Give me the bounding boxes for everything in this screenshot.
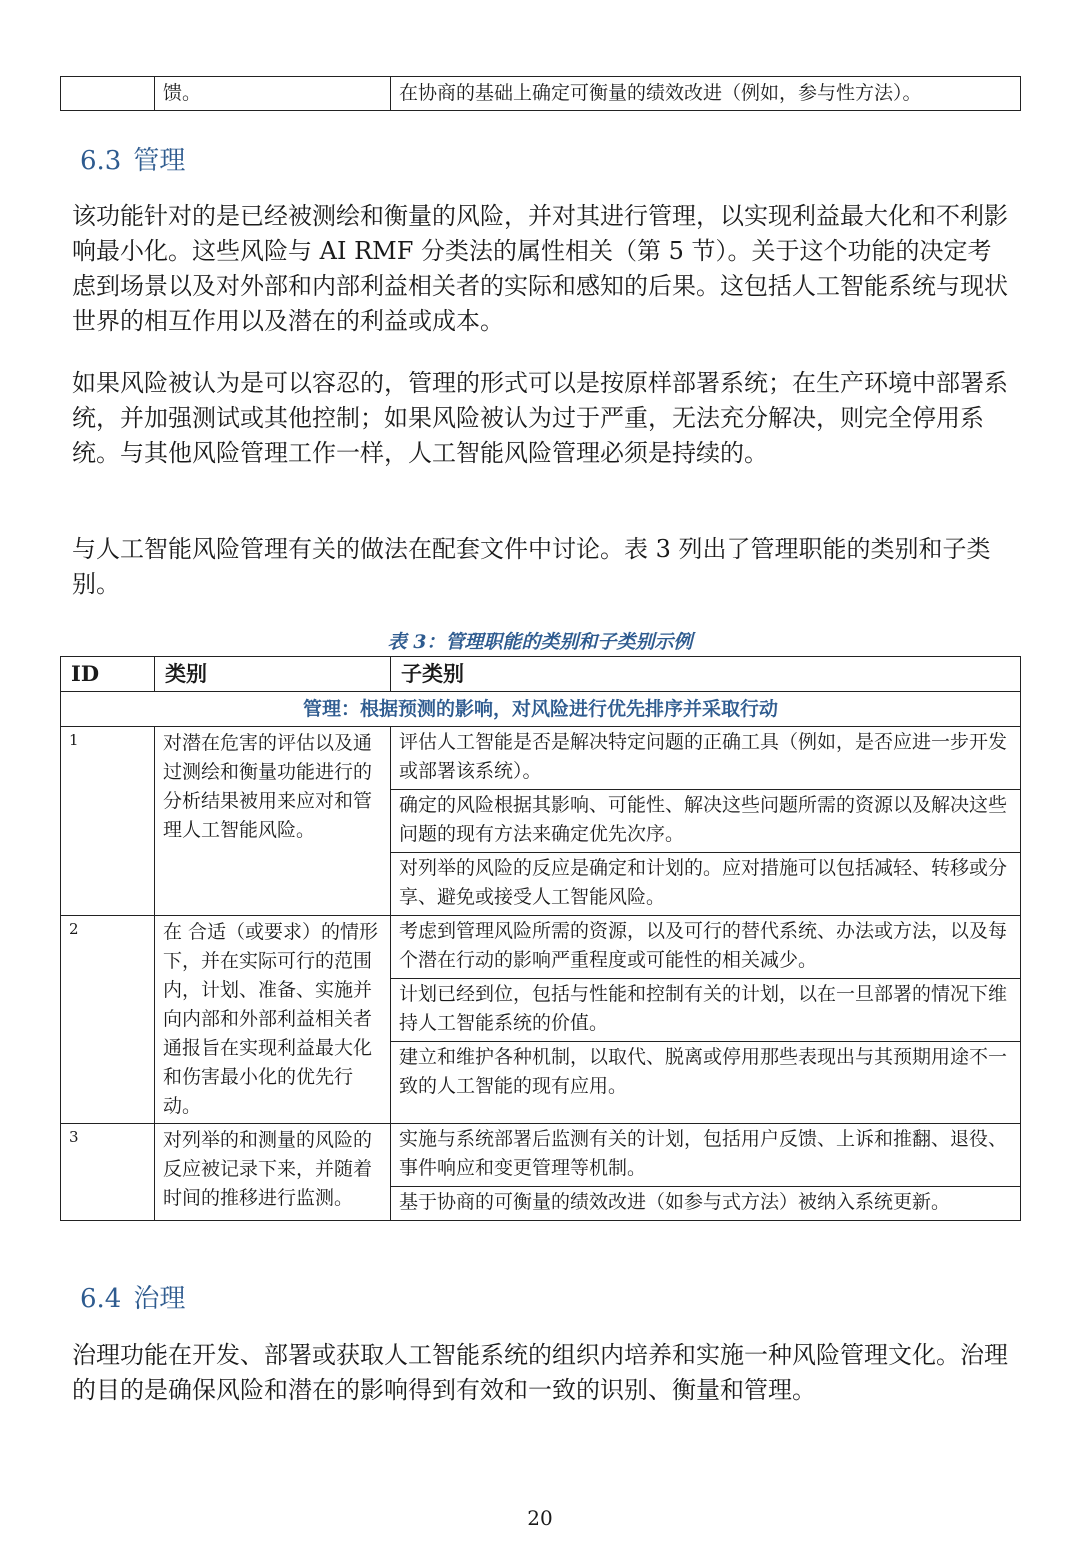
subcategory-item: 基于协商的可衡量的绩效改进（如参与式方法）被纳入系统更新。: [399, 1191, 951, 1213]
subcategory-cell: [391, 727, 1021, 916]
section-title: 治理: [133, 1284, 186, 1314]
paragraph: 如果风险被认为是可以容忍的，管理的形式可以是按原样部署系统；在生产环境中部署系统，并加强测试或其他控制；如果风险被认为过于严重，无法充分解决，则完全停用系统。与其他风险管理工作一样，人工智能风险管理必须是持续的。: [72, 369, 1008, 467]
subcategory-item: 实施与系统部署后监测有关的计划，包括用户反馈、上诉和推翻、退役、事件响应和变更管理等机制。: [391, 1124, 1020, 1187]
continued-table: [60, 76, 1021, 111]
section-number: 6.3: [80, 146, 122, 176]
table-section-row: [61, 692, 1021, 727]
id-cell: [61, 77, 155, 111]
header-category: 类别: [155, 657, 391, 692]
table-3: [60, 656, 1021, 1221]
section-heading-6-3: [80, 140, 185, 177]
category-cell: 在 合适（或要求）的情形下，并在实际可行的范围内，计划、准备、实施并向内部和外部利益相关者通报旨在实现利益最大化和伤害最小化的优先行动。: [155, 916, 391, 1124]
section-title-cell: 管理：根据预测的影响，对风险进行优先排序并采取行动: [61, 692, 1021, 727]
subcategory-item: 建立和维护各种机制，以取代、脱离或停用那些表现出与其预期用途不一致的人工智能的现有应用。: [399, 1046, 1008, 1097]
table-row: [61, 727, 1021, 916]
subcategory-cell: [391, 916, 1021, 1124]
table-caption: 表 3：管理职能的类别和子类别示例: [387, 631, 693, 653]
page-number: 20: [527, 1506, 553, 1530]
id-cell: 1: [61, 727, 155, 916]
header-id: ID: [61, 657, 155, 692]
subcategory-item: 对列举的风险的反应是确定和计划的。应对措施可以包括减轻、转移或分享、避免或接受人工智能风险。: [399, 857, 1008, 908]
category-cell: 对列举的和测量的风险的反应被记录下来，并随着时间的推移进行监测。: [155, 1124, 391, 1221]
header-subcategory: 子类别: [391, 657, 1021, 692]
section-heading-6-4: [80, 1278, 185, 1315]
subcategory-cell: [391, 1124, 1021, 1221]
id-cell: 3: [61, 1124, 155, 1221]
category-cell: 对潜在危害的评估以及通过测绘和衡量功能进行的分析结果被用来应对和管理人工智能风险。: [155, 727, 391, 916]
section-title: 管理: [133, 146, 186, 176]
paragraph: 与人工智能风险管理有关的做法在配套文件中讨论。表 3 列出了管理职能的类别和子类别。: [72, 535, 991, 598]
subcategory-item: 考虑到管理风险所需的资源，以及可行的替代系统、办法或方法，以及每个潜在行动的影响严重程度或可能性的相关减少。: [391, 916, 1020, 979]
subcategory-item: 确定的风险根据其影响、可能性、解决这些问题所需的资源以及解决这些问题的现有方法来确定优先次序。: [391, 790, 1020, 853]
table-header-row: [61, 657, 1021, 692]
table-row: [61, 1124, 1021, 1221]
category-cell: 馈。: [155, 77, 391, 111]
subcategory-item: 计划已经到位，包括与性能和控制有关的计划，以在一旦部署的情况下维持人工智能系统的价值。: [391, 979, 1020, 1042]
table-row: [61, 916, 1021, 1124]
paragraph: 治理功能在开发、部署或获取人工智能系统的组织内培养和实施一种风险管理文化。治理的目的是确保风险和潜在的影响得到有效和一致的识别、衡量和管理。: [72, 1341, 1008, 1404]
subcategory-item: 评估人工智能是否是解决特定问题的正确工具（例如，是否应进一步开发或部署该系统）。: [391, 727, 1020, 790]
paragraph: 该功能针对的是已经被测绘和衡量的风险，并对其进行管理，以实现利益最大化和不利影响最小化。这些风险与 AI RMF 分类法的属性相关（第 5 节）。关于这个功能的决定考虑到场景以及对外部和内部利益相关者的实际和感知的后果。这包括人工智能系统与现状世界的相互作用以及潜在的利益或成本。: [72, 202, 1008, 335]
id-cell: 2: [61, 916, 155, 1124]
subcategory-cell: 在协商的基础上确定可衡量的绩效改进（例如，参与性方法）。: [391, 77, 1021, 111]
section-number: 6.4: [80, 1284, 122, 1314]
table-row: [61, 77, 1021, 111]
